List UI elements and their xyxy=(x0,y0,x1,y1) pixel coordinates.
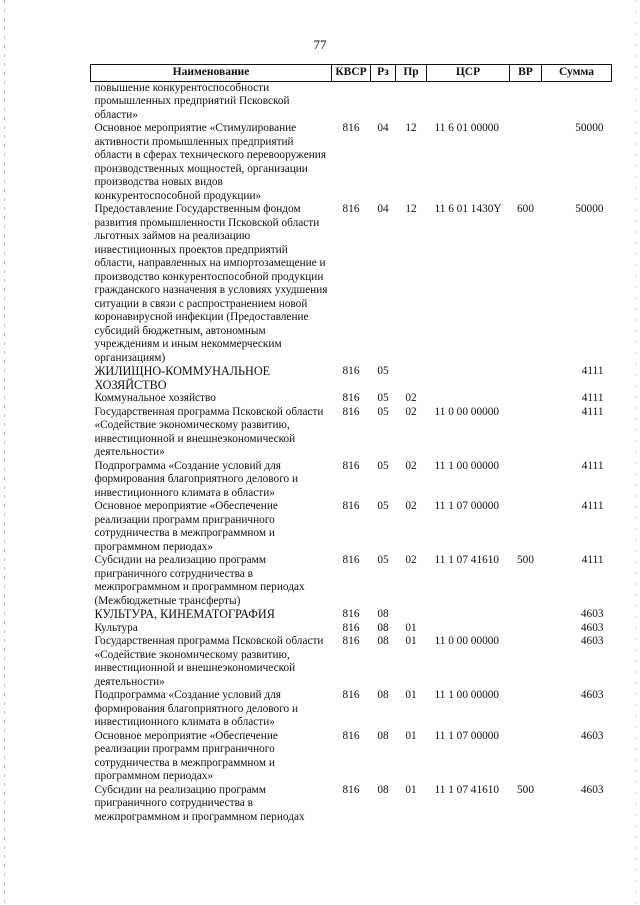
table-row xyxy=(91,392,612,406)
cell-name: ЖИЛИЩНО-КОММУНАЛЬНОЕ ХОЗЯЙСТВО xyxy=(94,364,271,392)
cell-csr: 11 1 07 00000 xyxy=(434,500,500,512)
table-row xyxy=(91,122,612,203)
cell-name: Подпрограмма «Создание условий для формирования благоприятного делового и инвестиционного климата в области» xyxy=(94,689,299,728)
cell-name: Основное мероприятие «Стимулирование активности промышленных предприятий области в сферах технического перевооружения производственных мощностей, организации производства новых видов конкурентоспособной продукции» xyxy=(94,122,327,202)
cell-rz: 08 xyxy=(377,729,389,742)
cell-csr: 11 1 00 00000 xyxy=(434,459,500,472)
cell-pr: 12 xyxy=(405,203,417,215)
cell-csr: 11 0 00 00000 xyxy=(434,405,500,418)
cell-csr xyxy=(427,81,510,122)
cell-pr: 01 xyxy=(405,783,417,796)
cell-rz xyxy=(371,81,396,122)
table-row xyxy=(91,730,612,784)
cell-pr: 01 xyxy=(405,729,417,742)
cell-vr xyxy=(510,500,542,554)
cell-vr xyxy=(510,689,542,730)
cell-kvsr: 816 xyxy=(342,783,360,796)
cell-vr xyxy=(510,622,542,636)
cell-vr xyxy=(510,392,542,406)
cell-name: Коммунальное хозяйство xyxy=(94,392,216,404)
cell-vr xyxy=(510,81,542,122)
cell-rz: 08 xyxy=(377,635,389,647)
cell-name: Предоставление Государственным фондом развития промышленности Псковской области льготных займов на реализацию инвестиционных проектов предприятий области, направленных на импортозамещение и производство конкурентоспособной продукции гражданского назначения в условиях ухудшения ситуации в связи с распространением новой коронавирусной инфекции (Предоставление субсидий бюджетным, автономным учреждениям и иным некоммерческим организациям) xyxy=(94,203,328,364)
section-row xyxy=(91,608,612,622)
cell-csr xyxy=(427,365,510,392)
cell-vr: 500 xyxy=(517,554,534,566)
cell-kvsr: 816 xyxy=(342,729,360,742)
cell-name: повышение конкурентоспособности промышленных предприятий Псковской области» xyxy=(94,81,290,121)
cell-sum: 4603 xyxy=(580,689,604,701)
cell-csr xyxy=(427,392,510,406)
cell-vr xyxy=(510,635,542,689)
cell-pr: 01 xyxy=(405,621,417,634)
cell-pr xyxy=(396,365,427,392)
cell-rz: 05 xyxy=(377,405,389,418)
table-row xyxy=(91,635,612,689)
cell-kvsr: 816 xyxy=(342,608,360,620)
cell-rz: 08 xyxy=(377,621,389,634)
cell-sum: 4111 xyxy=(581,500,604,512)
cell-vr: 500 xyxy=(517,783,534,796)
header-sum: Сумма xyxy=(542,65,612,82)
cell-csr xyxy=(427,622,510,636)
cell-csr: 11 1 07 41610 xyxy=(434,554,500,566)
cell-kvsr: 816 xyxy=(342,554,360,566)
cell-name: КУЛЬТУРА, КИНЕМАТОГРАФИЯ xyxy=(94,607,275,621)
page-number: 77 xyxy=(313,37,327,52)
cell-sum: 4111 xyxy=(581,365,604,377)
cell-sum: 50000 xyxy=(575,203,604,215)
cell-kvsr xyxy=(332,81,371,122)
cell-rz: 05 xyxy=(377,365,389,377)
cell-sum xyxy=(542,81,612,122)
cell-vr xyxy=(510,608,542,622)
cell-rz: 05 xyxy=(377,500,389,512)
cell-name: Субсидии на реализацию программ приграничного сотрудничества в межпрограммном и программном периодах xyxy=(94,783,305,823)
table-row xyxy=(91,689,612,730)
cell-rz: 04 xyxy=(377,122,389,134)
cell-name: Культура xyxy=(94,621,138,634)
cell-kvsr: 816 xyxy=(342,405,360,418)
table-row xyxy=(91,81,612,122)
cell-pr: 01 xyxy=(405,635,417,647)
header-rz: Рз xyxy=(371,65,396,82)
cell-kvsr: 816 xyxy=(342,621,360,634)
cell-vr: 600 xyxy=(517,203,534,215)
cell-rz: 05 xyxy=(377,459,389,472)
cell-rz: 05 xyxy=(377,554,389,566)
cell-kvsr: 816 xyxy=(342,459,360,472)
header-csr: ЦСР xyxy=(427,65,510,82)
cell-name: Основное мероприятие «Обеспечение реализации программ приграничного сотрудничества в межпрограммном и программном периодах» xyxy=(94,500,278,553)
cell-kvsr: 816 xyxy=(342,635,360,647)
cell-pr: 02 xyxy=(405,405,417,418)
cell-rz: 05 xyxy=(377,392,389,404)
cell-csr: 11 6 01 1430Y xyxy=(434,203,502,215)
cell-pr xyxy=(396,608,427,622)
header-name: Наименование xyxy=(91,65,332,82)
cell-sum: 4111 xyxy=(581,405,604,418)
cell-pr: 02 xyxy=(405,392,417,404)
cell-csr: 11 0 00 00000 xyxy=(434,635,500,647)
table-row xyxy=(91,460,612,501)
scan-edge-left xyxy=(4,0,5,905)
cell-kvsr: 816 xyxy=(342,203,360,215)
budget-table xyxy=(90,64,612,824)
cell-kvsr: 816 xyxy=(342,392,360,404)
cell-sum: 4603 xyxy=(580,621,604,634)
cell-csr xyxy=(427,608,510,622)
section-row xyxy=(91,365,612,392)
cell-sum: 4603 xyxy=(580,729,604,742)
table-row xyxy=(91,784,612,825)
cell-rz: 04 xyxy=(377,203,389,215)
cell-name: Подпрограмма «Создание условий для формирования благоприятного делового и инвестиционного климата в области» xyxy=(94,459,299,499)
cell-vr xyxy=(510,406,542,460)
table-row xyxy=(91,622,612,636)
cell-pr: 12 xyxy=(405,122,417,134)
cell-name: Государственная программа Псковской области «Содействие экономическому развитию, инвестиционной и внешнеэкономической деятельности» xyxy=(94,405,324,458)
table-row xyxy=(91,406,612,460)
scan-edge-right xyxy=(636,0,637,905)
cell-rz: 08 xyxy=(377,608,389,620)
cell-pr xyxy=(396,81,427,122)
table-row xyxy=(91,554,612,608)
header-vr: ВР xyxy=(510,65,542,82)
header-kvsr: КВСР xyxy=(332,65,371,82)
cell-pr: 02 xyxy=(405,554,417,566)
cell-sum: 4111 xyxy=(581,392,604,404)
cell-kvsr: 816 xyxy=(342,122,360,134)
cell-name: Государственная программа Псковской области «Содействие экономическому развитию, инвестиционной и внешнеэкономической деятельности» xyxy=(94,635,324,688)
cell-sum: 4111 xyxy=(581,459,604,472)
cell-vr xyxy=(510,365,542,392)
cell-name: Основное мероприятие «Обеспечение реализации программ приграничного сотрудничества в межпрограммном и программном периодах» xyxy=(94,729,278,782)
cell-rz: 08 xyxy=(377,783,389,796)
cell-pr: 02 xyxy=(405,500,417,512)
cell-csr: 11 1 07 00000 xyxy=(434,729,500,742)
cell-vr xyxy=(510,460,542,501)
cell-kvsr: 816 xyxy=(342,500,360,512)
cell-sum: 4603 xyxy=(580,635,604,647)
cell-kvsr: 816 xyxy=(342,689,360,701)
cell-sum: 4111 xyxy=(581,554,604,566)
cell-csr: 11 1 07 41610 xyxy=(434,783,500,796)
table-row xyxy=(91,500,612,554)
cell-csr: 11 6 01 00000 xyxy=(434,122,500,134)
cell-csr: 11 1 00 00000 xyxy=(434,689,500,701)
cell-sum: 4603 xyxy=(580,608,604,620)
cell-sum: 4603 xyxy=(580,783,604,796)
table-body xyxy=(91,81,612,824)
cell-rz: 08 xyxy=(377,689,389,701)
cell-vr xyxy=(510,122,542,203)
cell-pr: 01 xyxy=(405,689,417,701)
cell-kvsr: 816 xyxy=(342,365,360,377)
table-row xyxy=(91,203,612,365)
cell-sum: 50000 xyxy=(575,122,604,134)
header-pr: Пр xyxy=(396,65,427,82)
cell-pr: 02 xyxy=(405,459,417,472)
table-header-row xyxy=(91,65,612,82)
cell-vr xyxy=(510,730,542,784)
cell-name: Субсидии на реализацию программ приграничного сотрудничества в межпрограммном и программном периодах (Межбюджетные трансферты) xyxy=(94,554,305,607)
